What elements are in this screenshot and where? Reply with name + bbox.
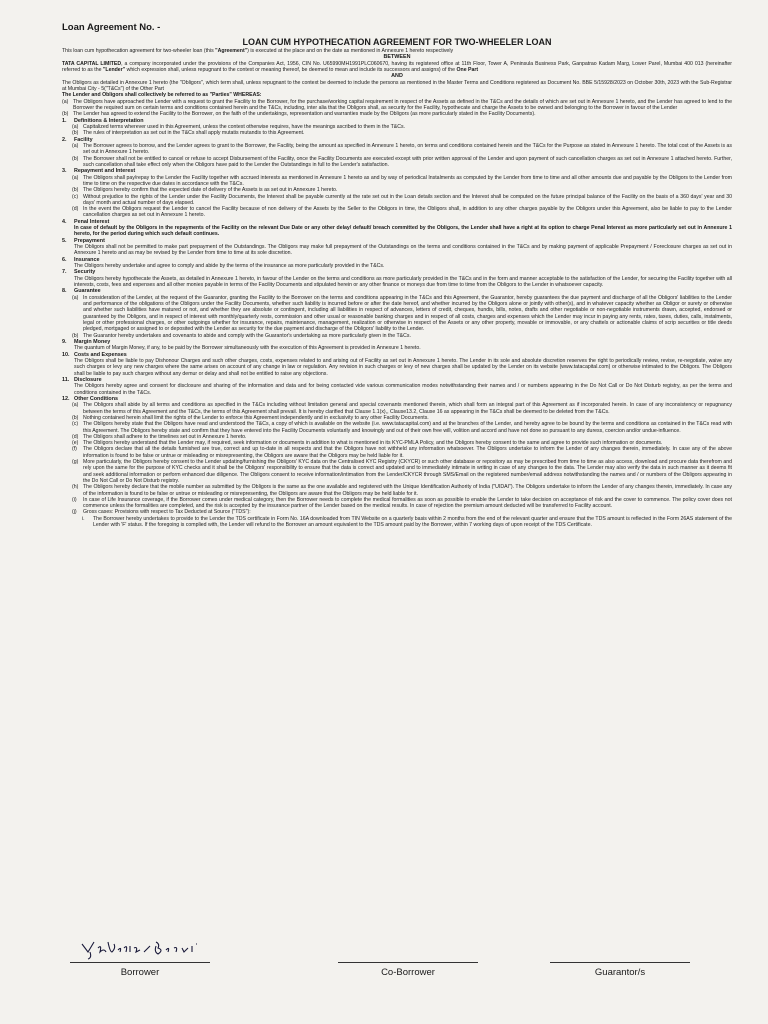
parties-paragraph: The Lender and Obligors shall collectively be referred to as "Parties" WHEREAS: (62, 92, 262, 99)
clause-item: (b) Nothing contained herein shall limit the rights of the Lender to enforce this Agreement independently and in exclusivity to any other Facility Documents. (72, 414, 429, 421)
clause-item: (a) The Obligors shall pay/repay to the Lender the Facility together with accrued interests as mentioned in Annexure 1 hereto as and by way of periodical Instalments as computed by the Lender from time to time and all other amounts due and payable by the Obligors to the Lender from time to time on the respective due dates in accordance with the T&Cs. (72, 174, 732, 187)
clause-item: (a) Capitalized terms wherever used in this Agreement, unless the context otherwise requires, have the meanings ascribed to them in the T&Cs. (72, 124, 405, 131)
agreement-number: Loan Agreement No. - (62, 22, 161, 33)
clause-item: (c) Without prejudice to the rights of the Lender under the Facility Documents, the Interest shall be payable currently at the rate set out in the Loan details section and the Interest shall be computed on the future principal balance of the Facility on the basis of a 360 days' year and 30 days' month and actual number of days elapsed. (72, 193, 732, 206)
borrower-label: Borrower (120, 967, 160, 978)
clause-item: (g) More particularly, the Obligors hereby consent to the Lender updating/furnishing the Obligors' KYC data on the Centralised KYC Registry (CKYCR) or such other database or repository as may be prescribed from time to time as also access, download and procure data therefrom and rely upon the same for the purpose of KYC checks and it shall be the Obligors' responsibility to ensure that the data is correct and updated and to immediately intimate in writing in case of any changes to the data. The Lender may also verify the data in such manner as it deems fit and seek additional information or perform enhanced due diligence. The Obligors consent to receive information/intimation from the Lender/CKYCR through SMS/Email on the registered number/email address notwithstanding the names and / or numbers of the Obligors appearing in the Do Not Call or Do Not Disturb registry. (72, 459, 732, 484)
agreement-title: LOAN CUM HYPOTHECATION AGREEMENT FOR TWO-WHEELER LOAN (242, 37, 552, 47)
section-heading: 6. Insurance (62, 256, 100, 263)
clause-text: The Obligors hereby hypothecate the Assets, as detailed in Annexure 1 hereto, in favour of the Lender on the terms and conditions as more particularly provided in the T&Cs and in the form and manner acceptable to the satisfaction of the Lender, for securing the Facility together with all interests, costs, fees and expenses and all other monies payable in terms of the Facility Documents and stipulated herein or any other finance or moneys due from time to time from the Obligors to the Lender in whatsoever capacity. (74, 275, 732, 289)
section-heading: 12. Other Conditions (62, 395, 119, 402)
clause-item: (a) The Borrower agrees to borrow, and the Lender agrees to grant to the Borrower, the Facility, being the amount as specified in Annexure 1 hereto, on terms and conditions contained herein and the T&Cs for the Purpose as stated in Annexure 1 hereto. The total cost of the Assets is as set out in Annexure 1 hereto. (72, 143, 732, 156)
clause-text: The Obligors shall be liable to pay Dishonour Charges and such other charges, costs, expenses related to and arising out of Facility as set out in Annexure 1 hereto. The Lender in its sole and absolute discretion reserves the right to periodically review, revise, re-negotiate, waive any such charges or levy any new charges where the same arises on account of any change in law or regulation. Any revision in such charges or levy of new charges shall be updated by the Lender on its website (www.tatacapital.com) or otherwise intimated to the Obligors. The Obligors shall be liable to pay such charges without any demur or delay and shall not be entitled to raise any objections. (74, 358, 732, 377)
borrower-signature-line (70, 962, 210, 963)
clause-item: (b) The Borrower shall not be entitled to cancel or refuse to accept Disbursement of the Facility, once the Facility Documents are executed except with prior written approval of the Lender and upon payment of such cancellation charges as set out in Annexure 1 attached hereto. Further, such cancellation shall take effect only when the Obligors have paid to the Lender the Outstandings in full to the Lender's satisfaction. (72, 155, 732, 168)
section-heading: 9. Margin Money (62, 338, 111, 345)
co-borrower-signature-block (338, 938, 478, 978)
clause-item: (f) The Obligors declare that all the details furnished are true, correct and up to-date in all respects and that the Obligors have not withheld any information whatsoever. The Obligors undertake to inform the Lender of any changes therein, immediately. In case any of the above information is found to be false or untrue or misleading or misrepresenting, the Obligors are aware that the Obligors may be held liable for it. (72, 446, 732, 459)
section-heading: 5. Prepayment (62, 237, 105, 244)
signature-row (70, 938, 718, 1008)
whereas-item: (b) The Lender has agreed to extend the Facility to the Borrower, on the faith of the undertakings, representation and warranties made by the Obligors (as more particularly stated in the Facility Documents). (62, 111, 536, 118)
clause-text: The Obligors hereby agree and consent for disclosure and sharing of the information and data and for being contacted vide various communication modes notwithstanding their names and / or numbers appearing in the Do Not Call or Do Not Disturb registry, as per the terms and conditions contained in the T&Cs. (74, 383, 732, 396)
section-heading: 1. Definitions & Interpretation (62, 117, 144, 124)
clause-text: The Obligors hereby undertake and agree to comply and abide by the terms of the insurance as more particularly provided in the T&Cs. (74, 263, 385, 270)
clause-item: (b) The Guarantor hereby undertakes and covenants to abide and comply with the Guarantor's undertaking as more particularly given in the T&Cs. (72, 332, 411, 339)
section-heading: 7. Security (62, 269, 96, 276)
clause-item: (d) In the event the Obligors request the Lender to cancel the Facility because of non delivery of the Assets by the Seller to the Obligors in time, the Obligors shall, in addition to any other charges payable by the Obligors under this Agreement, also be liable to pay to the Lender cancellation charges as set out in Annexure 1 hereto. (72, 206, 732, 219)
section-heading: 3. Repayment and Interest (62, 168, 136, 175)
clause-item: (i) In case of Life Insurance coverage, if the Borrower comes under medical category, then the Borrower needs to complete the medical formalities as soon as possible to enable the Lender to take decision on acceptance of risk and the cover to commence. The policy cover does not commence unless the formalities are completed, and the risk is accepted by the insurance partner of the Lender based on the medical results. In case of rejection the premium amount deducted will be transferred to Facility account. (72, 496, 732, 510)
section-heading: 8. Guarantee (62, 288, 101, 295)
obligors-paragraph: The Obligors as detailed in Annexure 1 hereto (the "Obligors", which term shall, unless repugnant to the context be deemed to include the persons as mentioned in the Master Terms and Conditions registered as Document No. BBE 5/15928/2023 on October 30th, 2023 with the Sub-Registrar at Mumbai City - 5("T&Cs") of the Other Part (62, 79, 732, 93)
section-heading: 11. Disclosure (62, 376, 102, 383)
clause-subitem: i. The Borrower hereby undertakes to provide to the Lender the TDS certificate in Form No. 16A downloaded from TIN Website on a quarterly basis within 2 months from the end of the relevant quarter and ensure that the TDS amount is reflected in the Form 26AS statement of the Lender with 'F' status. If the foregoing is complied with, the Lender will refund to the Borrower an amount equivalent to the TDS amount paid by the Borrower, within 7 working days of upon receipt of the TDS Certificate. (82, 515, 732, 528)
co-borrower-label: Co-Borrower (381, 967, 435, 978)
clause-item: (h) The Obligors hereby declare that the mobile number as submitted by the Obligors is the same as the one available and registered with the Unique Identification Authority of India ("UIDAI"). The Obligors undertake to inform the Lender of any changes therein, immediately. In case any of the information is found to be false or untrue or misleading or misrepresenting, the Obligors are aware that the Obligors may be held liable for it. (72, 484, 732, 497)
between-heading: BETWEEN (383, 54, 411, 61)
clause-item: (b) The Obligors hereby confirm that the expected date of delivery of the Assets is as set out in Annexure 1 hereto. (72, 187, 338, 194)
section-heading: 4. Penal Interest (62, 218, 110, 225)
clause-item: (j) Gross cases: Provisions with respect to Tax Deducted at Source ("TDS"): (72, 509, 251, 516)
guarantor-label: Guarantor/s (594, 967, 646, 978)
lender-paragraph: TATA CAPITAL LIMITED, a company incorporated under the provisions of the Companies Act, 1956, CIN No. U65990MH1991PLC060670, having its registered office at 11th Floor, Tower A, Peninsula Business Park, Ganpatrao Kadam Marg, Lower Parel, Mumbai 400 013 (hereinafter referred to as the "Lender" which expression shall, unless repugnant to the context or meaning thereof, be deemed to mean and include its successors and assigns) of the One Part (62, 60, 733, 74)
clause-text: The Obligors shall not be permitted to make part prepayment of the Outstandings. The Obligors may make full prepayment of the Outstandings on the terms and conditions contained in the T&Cs and by making payment of applicable Prepayment / Foreclosure charges as set out in Annexure 1 hereto and as may be revised by the Lender from time to time at its sole discretion. (74, 244, 732, 257)
guarantor-signature-line (550, 962, 690, 963)
clause-text: The quantum of Margin Money, if any, to be paid by the Borrower simultaneously with the execution of this Agreement is provided in Annexure 1 hereto. (74, 345, 421, 352)
clause-item: (d) The Obligors shall adhere to the timelines set out in Annexure 1 hereto. (72, 433, 247, 440)
clause-text: In case of default by the Obligors in the repayments of the Facility on the relevant Due Date or any other delay/ default/ breach committed by the Obligors, the Lender shall have a right at its option to charge Penal Interest as more particularly set out in Annexure 1 hereto, for the period during which such default continues. (74, 225, 732, 238)
co-borrower-signature-line (338, 962, 478, 963)
clause-item: (a) The Obligors shall abide by all terms and conditions as specified in the T&Cs including without limitation general and special covenants mentioned therein, which shall form an integral part of this Agreement as if incorporated herein. In case of any inconsistency or repugnancy between the terms of this Agreement and the T&Cs, the terms of this Agreement shall prevail. It is hereby clarified that Clause 1.1(x),, Clause13.2, Clause 16 as appearing in the T&Cs shall be deemed to be deleted from the T&Cs. (72, 402, 732, 415)
clause-item: (c) The Obligors hereby state that the Obligors have read and understood the T&Cs, a copy of which is available on the website (i.e. www.tatacapital.com) and at the branches of the Lender, and hereby agree to be bound by the terms and conditions as contained in the T&Cs read with this Agreement. The Obligors hereby state and confirm that they have entered into the Facility Documents voluntarily and knowingly and out of their own free will, volition and accord and have not done so pursuant to any duress, coercion and/or undue-influence. (72, 421, 732, 434)
guarantor-signature-block (550, 938, 690, 978)
section-heading: 10. Costs and Expenses (62, 351, 127, 358)
whereas-item: (a) The Obligors have approached the Lender with a request to grant the Facility to the Borrower, for the purchase/working capital requirement in respect of the Assets as defined in the T&Cs and the details of which are set out in Annexure 1 hereto, and the Lender has agreed to lend to the Borrower the required sum on certain terms and conditions contained herein and the T&Cs, including, inter alia that the Obligors shall, as security for the Facility, hypothecate and charge the Assets to be owned and belonging to the Borrower in favour of the Lender (62, 98, 732, 112)
borrower-handwritten-signature (70, 938, 210, 960)
clause-item: (a) In consideration of the Lender, at the request of the Guarantor, granting the Facility to the Borrower on the terms and conditions appearing in the T&Cs and this Agreement, the Guarantor, hereby guarantees the due payment and discharge of all the Obligors' liabilities to the Lender and performance of the obligations of the Obligors under the Facility Documents, whether such liability is incurred before or after the date hereof, and whether incurred by the Obligors alone or jointly with other(s), and in whatever capacity whether as Obligor or surety or otherwise and whether such liabilities have matured or not, and whether they are absolute or contingent, including all liabilities in respect of advances, letters of credit, cheques, hundis, bills, notes, drafts and other negotiable or non-negotiable instruments drawn, accepted, endorsed or guaranteed by the Obligors, and in respect of interest with monthly/quarterly rests, commission and other usual or reasonable banking charges and in respect of all costs, charges and expenses which the Lender may incur in paying any rents, rates, taxes, duties, calls, instalments, legal or other professional charges, or other outgoings whether for insurance, repairs, maintenance, management, realization or otherwise in respect of the Assets or any other property, movable or immovable, or any chattels or actionable claims of scrip securities or title deeds pledged, mortgaged or assigned to or deposited with the Lender as security for the due payment and discharge of the Obligors' liability to the Lender. (72, 294, 732, 333)
and-heading: AND (391, 73, 403, 80)
clause-item: (b) The rules of interpretation as set out in the T&Cs shall apply mutatis mutandis to this Agreement. (72, 130, 305, 137)
clause-item: (e) The Obligors hereby understand that the Lender may, if required, seek information or documents in addition to what is mentioned in its KYC-PMLA Policy, and the Obligors hereby consent to the same and agree to provide such information or documents. (72, 440, 663, 447)
borrower-signature-block (70, 938, 210, 978)
section-heading: 2. Facility (62, 136, 93, 143)
intro-paragraph: This loan cum hypothecation agreement for two-wheeler loan (this "Agreement") is executed at the place and on the date as mentioned in Annexure 1 hereto respectively (62, 48, 454, 54)
